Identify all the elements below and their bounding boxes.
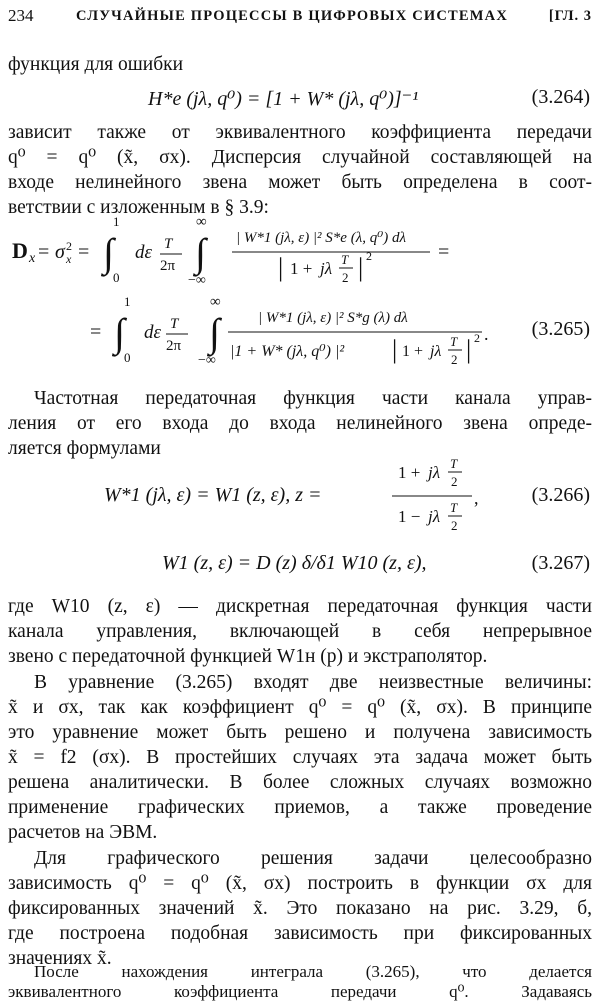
paragraph-line: q⁰ = q⁰ (x̃, σx). Дисперсия случайной составляющей на: [8, 147, 592, 168]
paragraph-line: где W10 (z, ε) — дискретная передаточная функция части: [8, 596, 592, 617]
svg-text:|: |: [278, 253, 284, 282]
svg-text:dε: dε: [135, 242, 152, 263]
equation-3-266-fraction: [390, 456, 480, 540]
paragraph-line: входе нелинейного звена может быть определена в соот-: [8, 172, 592, 193]
svg-text:∫: ∫: [209, 310, 220, 355]
paragraph-line: решена аналитически. В более сложных случаях возможно: [8, 772, 592, 793]
equation-3-264: H*e (jλ, q⁰) = [1 + W* (jλ, q⁰)]⁻¹: [148, 88, 419, 110]
svg-text:|: |: [466, 335, 472, 364]
svg-text:=: =: [38, 241, 50, 263]
equation-number: (3.265): [531, 318, 590, 340]
svg-text:D: D: [12, 238, 28, 263]
svg-text:jλ: jλ: [430, 343, 442, 360]
svg-text:T: T: [450, 500, 458, 515]
paragraph-line: зависимость q⁰ = q⁰ (x̃, σx) построить в функции σx для: [8, 873, 592, 894]
svg-text:∫: ∫: [114, 310, 125, 355]
svg-text:|: |: [358, 253, 364, 282]
svg-text:jλ: jλ: [428, 507, 441, 526]
paragraph-line: ления от его входа до входа нелинейного звена опреде-: [8, 413, 592, 434]
svg-text:∞: ∞: [210, 294, 221, 310]
svg-text:.: .: [484, 324, 489, 344]
svg-text:1 +: 1 +: [402, 343, 424, 360]
paragraph-line: ляется формулами: [8, 438, 161, 459]
svg-text:=: =: [438, 241, 450, 263]
paragraph-line: применение графических приемов, а также проведение: [8, 797, 592, 818]
equation-3-265: [0, 212, 600, 378]
paragraph-line: фиксированных значений x̃. Это показано на рис. 3.29, б,: [8, 898, 592, 919]
paragraph-line: В уравнение (3.265) входят две неизвестные величины:: [34, 672, 592, 693]
page-number: 234: [8, 6, 34, 25]
svg-text:x: x: [66, 252, 72, 266]
svg-text:2: 2: [451, 518, 458, 533]
svg-text:| W*1 (jλ, ε) |² S*g (λ) dλ: | W*1 (jλ, ε) |² S*g (λ) dλ: [258, 310, 408, 326]
svg-text:−∞: −∞: [198, 353, 216, 368]
paragraph-line: зависит также от эквивалентного коэффициента передачи: [8, 122, 592, 143]
svg-text:0: 0: [124, 350, 131, 365]
svg-text:1 +: 1 +: [290, 259, 313, 278]
svg-text:T: T: [450, 334, 458, 349]
paragraph-line: где построена подобная зависимость при фиксированных: [8, 923, 592, 944]
svg-text:jλ: jλ: [428, 463, 441, 482]
running-header: [8, 6, 592, 28]
svg-text:T: T: [164, 236, 173, 252]
svg-text:T: T: [170, 316, 179, 332]
svg-text:2: 2: [451, 352, 458, 367]
svg-text:0: 0: [113, 270, 120, 285]
paragraph-line: x̃ = f2 (σx). В простейших случаях эта задача может быть: [8, 747, 592, 768]
svg-text:∞: ∞: [196, 214, 207, 230]
paragraph-line: ветствии с изложенным в § 3.9:: [8, 197, 269, 218]
paragraph-line: значениях x̃.: [8, 948, 112, 969]
running-title: СЛУЧАЙНЫЕ ПРОЦЕССЫ В ЦИФРОВЫХ СИСТЕМАХ: [76, 8, 509, 24]
paragraph-line: Для графического решения задачи целесообразно: [34, 848, 592, 869]
svg-text:jλ: jλ: [320, 259, 333, 278]
svg-text:|1 + W* (jλ, q⁰) |²: |1 + W* (jλ, q⁰) |²: [230, 343, 345, 360]
chapter-label: [ГЛ. 3: [548, 8, 592, 24]
equation-number: (3.266): [531, 484, 590, 506]
svg-text:|: |: [392, 335, 398, 364]
svg-text:σ: σ: [55, 241, 65, 263]
svg-text:1 +: 1 +: [398, 463, 421, 482]
paragraph-line: Частотная передаточная функция части канала управ-: [34, 388, 592, 409]
paragraph-line: расчетов на ЭВМ.: [8, 822, 158, 843]
svg-text:T: T: [450, 456, 458, 471]
svg-text:T: T: [341, 252, 349, 267]
svg-text:2: 2: [66, 239, 72, 253]
svg-text:dε: dε: [144, 322, 161, 343]
paragraph-line: эквивалентного коэффициента передачи q⁰. Задаваясь: [8, 982, 592, 1001]
paragraph-line: x̃ и σx, так как коэффициент q⁰ = q⁰ (x̃, σx). В принципе: [8, 697, 592, 718]
svg-text:1 −: 1 −: [398, 507, 421, 526]
svg-text:| W*1 (jλ, ε) |² S*e (λ, q⁰) d: | W*1 (jλ, ε) |² S*e (λ, q⁰) dλ: [236, 230, 406, 246]
paragraph-line: После нахождения интеграла (3.265), что делается: [34, 962, 592, 981]
svg-text:2π: 2π: [166, 338, 182, 354]
paragraph-line: функция для ошибки: [8, 54, 184, 75]
equation-number: (3.267): [531, 552, 590, 574]
svg-text:2: 2: [451, 474, 458, 489]
equation-3-267: W1 (z, ε) = D (z) δ/δ1 W10 (z, ε),: [162, 552, 427, 574]
svg-text:2: 2: [366, 249, 372, 263]
svg-text:x: x: [29, 251, 36, 266]
svg-text:2: 2: [342, 270, 349, 285]
svg-text:=: =: [78, 241, 90, 263]
svg-text:−∞: −∞: [188, 273, 206, 288]
svg-text:,: ,: [474, 488, 479, 508]
paragraph-line: звено с передаточной функцией W1н (p) и экстраполятор.: [8, 646, 488, 667]
paragraph-line: это уравнение может быть решено и получена зависимость: [8, 722, 592, 743]
equation-3-266: W*1 (jλ, ε) = W1 (z, ε), z =: [104, 484, 322, 506]
svg-text:=: =: [90, 321, 102, 343]
svg-text:∫: ∫: [103, 230, 114, 275]
svg-text:1: 1: [124, 294, 131, 309]
svg-text:1: 1: [113, 214, 120, 229]
svg-text:2π: 2π: [160, 258, 176, 274]
paragraph-line: канала управления, включающей в себя непрерывное: [8, 621, 592, 642]
svg-text:∫: ∫: [195, 230, 206, 275]
svg-text:2: 2: [474, 331, 480, 345]
equation-number: (3.264): [531, 86, 590, 108]
